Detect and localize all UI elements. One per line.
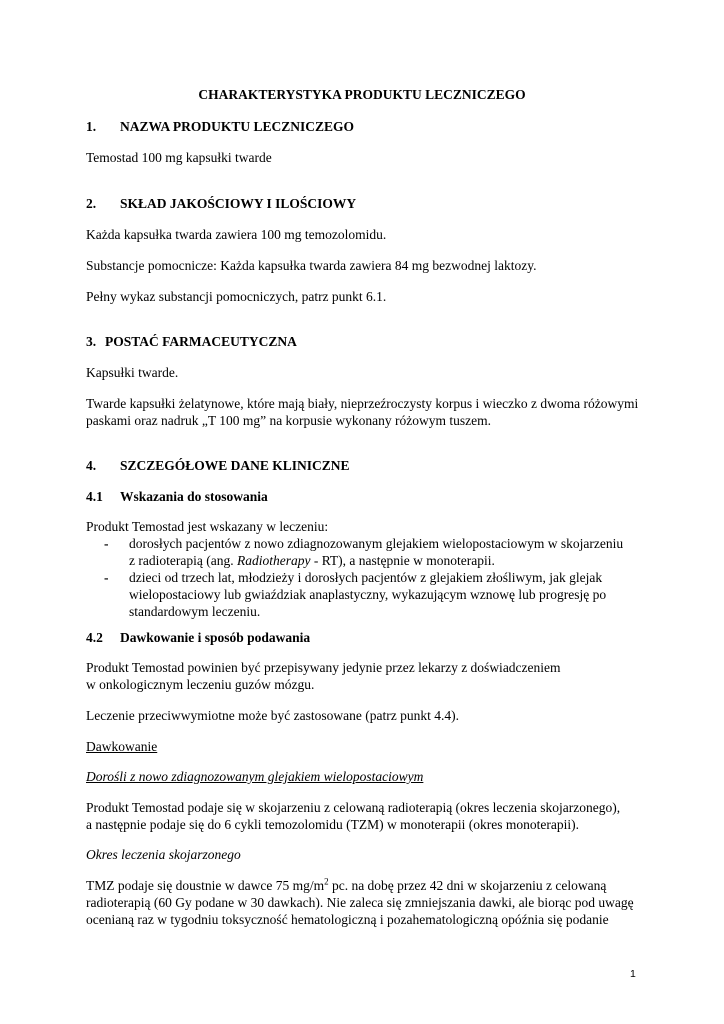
paragraph: Pełny wykaz substancji pomocniczych, patrz punkt 6.1. [86,289,387,304]
subsection-4-1-heading [86,488,268,505]
paragraph: Każda kapsułka twarda zawiera 100 mg temozolomidu. [86,227,387,242]
text-run: - RT), a następnie w monoterapii. [310,553,495,568]
paragraph: Leczenie przeciwwymiotne może być zastosowane (patrz punkt 4.4). [86,708,459,723]
list-dash: - [104,570,109,585]
section-number: 4.1 [86,489,103,504]
paragraph-line: Produkt Temostad powinien być przepisywany jedynie przez lekarzy z doświadczeniem [86,660,561,675]
paragraph-line: w onkologicznym leczeniu guzów mózgu. [86,677,315,692]
paragraph-line: Produkt Temostad podaje się w skojarzeniu z celowaną radioterapią (okres leczenia skojarzonego), [86,800,621,815]
subheading-combined-period: Okres leczenia skojarzonego [86,847,241,862]
subheading-adults-wrap [86,768,646,785]
list-dash: - [104,536,109,551]
section-title: SZCZEGÓŁOWE DANE KLINICZNE [120,458,350,473]
section-2-heading [86,195,356,212]
section-title: POSTAĆ FARMACEUTYCZNA [105,334,297,349]
section-title: Wskazania do stosowania [120,489,268,504]
superscript: 2 [324,876,329,887]
section-3-heading [86,333,297,350]
section-number: 4.2 [86,630,103,645]
subheading-dosing: Dawkowanie [86,739,158,754]
text-run: z radioterapią (ang. [129,553,237,568]
text-run: TMZ podaje się doustnie w dawce 75 mg/m [86,878,325,893]
section-title: NAZWA PRODUKTU LECZNICZEGO [120,119,355,134]
section-number: 4. [86,458,97,473]
page-number: 1 [630,968,636,980]
paragraph-line: radioterapią (60 Gy podane w 30 dawkach). Nie zaleca się zmniejszania dawki, ale biorąc pod uwagę [86,895,634,910]
italic-text: Radiotherapy [236,553,311,568]
section-1-heading [86,118,354,135]
paragraph-line: ocenianą raz w tygodniu toksyczność hematologiczną i pozahematologiczną opóźnia się podanie [86,912,609,927]
paragraph-line: paskami oraz nadruk „T 100 mg” na korpusie wykonany różowym tuszem. [86,413,492,428]
document-title: CHARAKTERYSTYKA PRODUKTU LECZNICZEGO [198,87,526,102]
paragraph-line [86,877,646,894]
section-number: 3. [86,334,97,349]
paragraph: Substancje pomocnicze: Każda kapsułka twarda zawiera 84 mg bezwodnej laktozy. [86,258,537,273]
paragraph: Kapsułki twarde. [86,365,179,380]
section-title: SKŁAD JAKOŚCIOWY I ILOŚCIOWY [120,196,357,211]
subheading-dosing-wrap [86,738,646,755]
paragraph-line: a następnie podaje się do 6 cykli temozolomidu (TZM) w monoterapii (okres monoterapii). [86,817,579,832]
list-item-line: standardowym leczeniu. [129,604,261,619]
section-title: Dawkowanie i sposób podawania [120,630,311,645]
list-item-line: wielopostaciowy lub gwiaździak anaplastyczny, wykazującym wznowę lub progresję po [129,587,607,602]
list-item-line: dzieci od trzech lat, młodzieży i dorosłych pacjentów z glejakiem złośliwym, jak glejak [129,570,603,585]
list-item-line: dorosłych pacjentów z nowo zdiagnozowanym glejakiem wielopostaciowym w skojarzeniu [129,536,624,551]
subheading-adults: Dorośli z nowo zdiagnozowanym glejakiem wielopostaciowym [86,769,424,784]
section-number: 1. [86,119,97,134]
paragraph: Produkt Temostad jest wskazany w leczeniu: [86,519,329,534]
section-number: 2. [86,196,97,211]
list-item-line [129,552,629,569]
text-run: pc. na dobę przez 42 dni w skojarzeniu z celowaną [328,878,607,893]
subsection-4-2-heading [86,629,310,646]
product-name-text: Temostad 100 mg kapsułki twarde [86,150,272,165]
paragraph-line: Twarde kapsułki żelatynowe, które mają biały, nieprzeźroczysty korpus i wieczko z dwoma różowymi [86,396,639,411]
section-4-heading [86,457,350,474]
